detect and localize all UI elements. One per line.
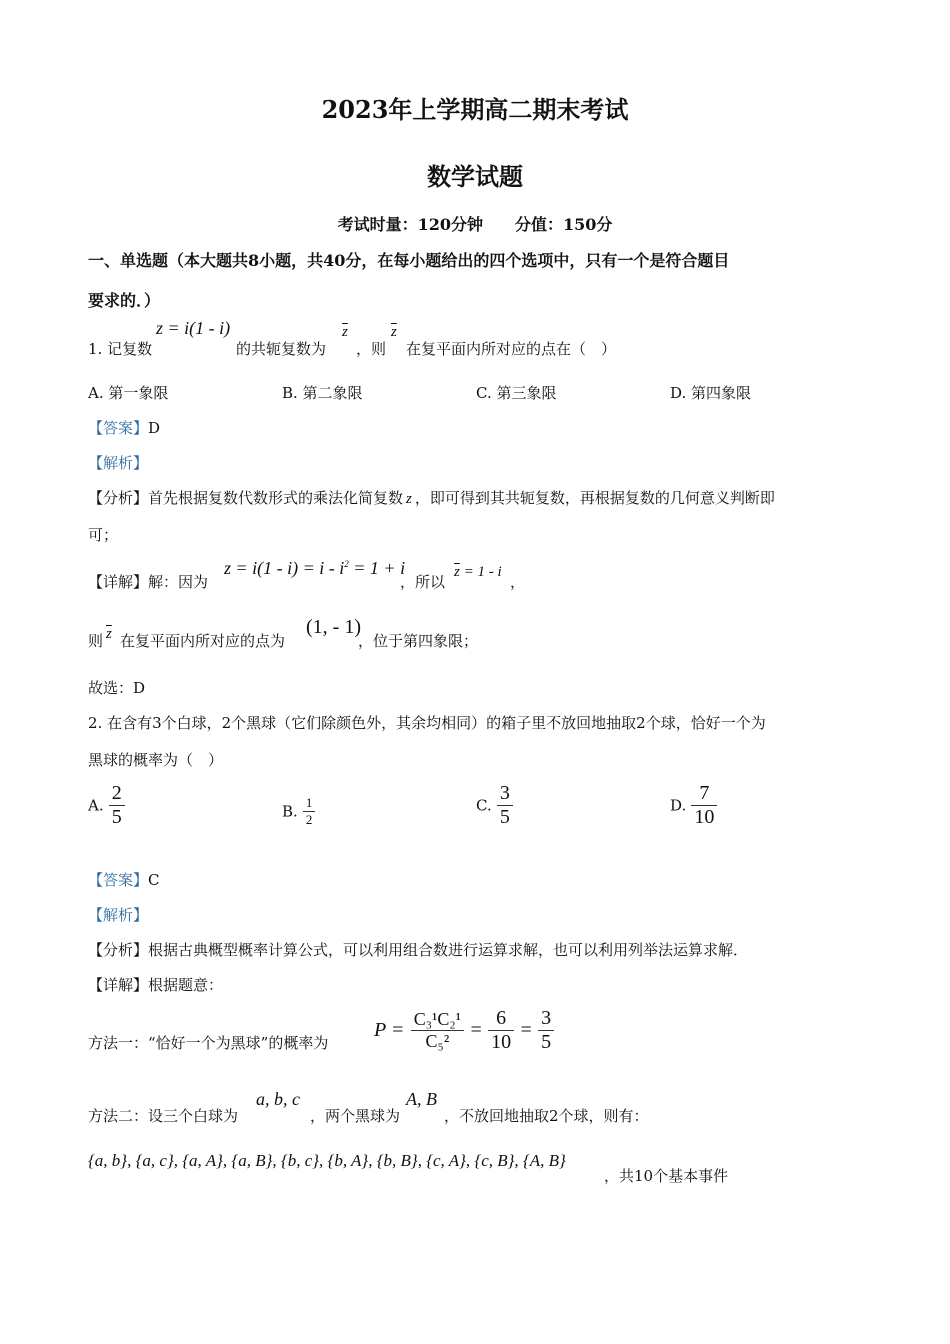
q2-method1-frac1 xyxy=(411,1009,464,1052)
q2-stem-line1: 2. 在含有3个白球，2个黑球（它们除颜色外，其余均相同）的箱子里不放回地抽取2个球，恰好一个为 xyxy=(88,714,766,732)
q1-option-d: D. 第四象限 xyxy=(670,384,752,402)
q2-method1-f2-num: 6 xyxy=(496,1007,507,1029)
section-heading-line2: 要求的．） xyxy=(88,291,161,310)
page-subtitle: 数学试题 xyxy=(427,162,523,191)
q2-stem-line2: 黑球的概率为（ ） xyxy=(88,751,224,769)
q2-option-c xyxy=(476,782,513,829)
q1-detail-conj-val: = 1 - i xyxy=(463,564,502,580)
q2-option-d-den: 10 xyxy=(691,805,717,829)
q2-method1-frac2 xyxy=(488,1007,514,1054)
q1-option-c: C. 第三象限 xyxy=(476,384,557,402)
q2-answer-line xyxy=(88,869,160,890)
q2-option-a-fraction xyxy=(109,782,125,829)
q2-option-b xyxy=(282,795,315,828)
q1-formula: z = i(1 - i) xyxy=(156,318,231,338)
q2-option-c-label: C. xyxy=(476,796,492,815)
q1-detail-a-line xyxy=(88,571,208,592)
q2-answer-tag: 【答案】 xyxy=(88,871,149,889)
q2-option-d-label: D. xyxy=(670,796,687,815)
q2-method1-formula xyxy=(374,1007,554,1054)
q2-option-b-num: 1 xyxy=(305,795,313,810)
q1-option-a: A. 第一象限 xyxy=(88,384,169,402)
section-heading-line1: 一、单选题（本大题共8小题，共40分，在每小题给出的四个选项中，只有一个是符合题目 xyxy=(88,251,730,270)
q2-option-d xyxy=(670,782,717,829)
q1-stem-a: 1. 记复数 xyxy=(88,340,153,358)
q1-fenxi-tag: 【分析】 xyxy=(88,489,149,507)
q1-detail-sup: 2 xyxy=(344,559,349,569)
q1-fenxi-b: ，即可得到其共轭复数，再根据复数的几何意义判断即 xyxy=(414,489,775,507)
q2-option-c-den: 5 xyxy=(497,805,513,829)
q1-stem-d: 在复平面内所对应的点在（ ） xyxy=(406,340,617,358)
q1-zbar: $\overline{z}$ xyxy=(342,324,348,340)
q2-option-b-label: B. xyxy=(282,802,298,821)
q2-option-a-den: 5 xyxy=(109,805,125,829)
q1-detail-formula xyxy=(224,558,405,579)
q1-point-b: 在复平面内所对应的点为 xyxy=(120,632,286,650)
q2-option-c-num: 3 xyxy=(499,782,510,804)
q2-option-a-label: A. xyxy=(88,796,104,815)
q2-fenxi: 根据古典概型概率计算公式，可以利用组合数进行运算求解，也可以利用列举法运算求解． xyxy=(148,941,749,959)
q1-answer-tag: 【答案】 xyxy=(88,419,149,437)
q2-method1-num: C₃¹C₂¹ xyxy=(413,1009,462,1029)
q2-option-b-fraction xyxy=(303,795,316,828)
q2-white-balls: a, b, c xyxy=(256,1089,300,1109)
q2-method1-frac3 xyxy=(538,1007,554,1054)
q1-detail-tag: 【详解】 xyxy=(88,573,149,591)
q1-analysis-tag: 【解析】 xyxy=(88,454,149,472)
q2-method2-b: ，两个黑球为 xyxy=(310,1107,401,1125)
q2-option-b-den: 2 xyxy=(303,811,316,828)
q1-fenxi-z: z xyxy=(406,491,412,507)
q2-method1-f3-den: 5 xyxy=(538,1030,554,1054)
q2-method1-den: C₅² xyxy=(411,1030,464,1052)
q1-point: (1, - 1) xyxy=(306,616,361,638)
q1-detail-formula2: = 1 + i xyxy=(348,558,406,578)
exam-info: 考试时量：120分钟 分值：150分 xyxy=(337,215,613,234)
q1-fenxi-c: 可； xyxy=(88,526,119,544)
q1-answer: D xyxy=(148,419,161,437)
q2-fenxi-tag: 【分析】 xyxy=(88,941,149,959)
q2-option-a-num: 2 xyxy=(111,782,122,804)
q1-point-c: ，位于第四象限； xyxy=(358,632,479,650)
q2-method1-f2-den: 10 xyxy=(488,1030,514,1054)
q2-method1-eq2: = xyxy=(520,1019,532,1041)
q2-answer: C xyxy=(148,871,160,889)
q1-zbar-2: $\overline{z}$ xyxy=(391,324,397,340)
q2-option-d-num: 7 xyxy=(699,782,710,804)
q2-option-d-fraction xyxy=(691,782,717,829)
q1-detail-b: ，所以 xyxy=(400,573,446,591)
q2-black-balls: A, B xyxy=(406,1089,437,1109)
q1-detail-conj-z: $\overline{z}$ xyxy=(454,564,460,580)
q2-method1-text: 方法一：“恰好一个为黑球”的概率为 xyxy=(88,1034,329,1052)
q2-events: {a, b}, {a, c}, {a, A}, {a, B}, {b, c}, {b, A}, {b, B}, {c, A}, {c, B}, {A, B} xyxy=(88,1151,566,1170)
q1-stem-c: ，则 xyxy=(356,340,387,358)
q1-detail-c: ， xyxy=(510,573,526,591)
q1-detail-formula-main: z = i(1 - i) = i - i xyxy=(224,558,345,578)
q2-method2-a: 方法二：设三个白球为 xyxy=(88,1107,239,1125)
q2-analysis-tag: 【解析】 xyxy=(88,906,149,924)
q2-option-a xyxy=(88,782,125,829)
q1-detail-a: 解：因为 xyxy=(148,573,209,591)
page-title: 2023年上学期高二期末考试 xyxy=(321,95,629,124)
q2-events-tail: ，共10个基本事件 xyxy=(604,1167,729,1185)
q2-detail: 根据题意： xyxy=(148,976,224,994)
q1-conclusion: 故选：D xyxy=(88,679,146,697)
q1-detail-conj xyxy=(454,564,502,581)
q2-method1-eq: = xyxy=(470,1019,482,1041)
q1-fenxi-line1 xyxy=(88,487,775,508)
q1-answer-line xyxy=(88,417,160,438)
q2-detail-line xyxy=(88,974,223,995)
q2-method2-c: ，不放回地抽取2个球，则有： xyxy=(444,1107,649,1125)
q2-fenxi-line xyxy=(88,939,748,960)
q2-method1-f3-num: 3 xyxy=(541,1007,552,1029)
q2-detail-tag: 【详解】 xyxy=(88,976,149,994)
q1-fenxi-a: 首先根据复数代数形式的乘法化简复数 xyxy=(148,489,404,507)
q1-stem-b: 的共轭复数为 xyxy=(236,340,327,358)
q2-option-c-fraction xyxy=(497,782,513,829)
q1-point-a: 则 xyxy=(88,632,104,650)
q1-point-zbar: $\overline{z}$ xyxy=(106,626,112,642)
q2-method1-P: P = xyxy=(374,1019,405,1041)
q1-option-b: B. 第二象限 xyxy=(282,384,363,402)
